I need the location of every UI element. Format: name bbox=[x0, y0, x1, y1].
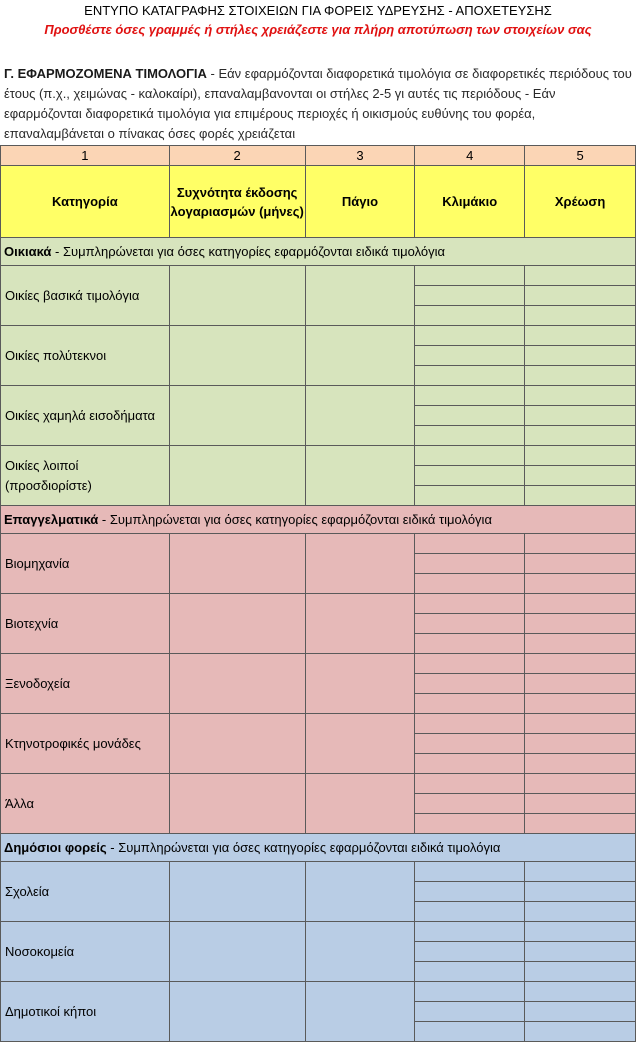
category-label: Οικίες πολύτεκνοι bbox=[1, 326, 170, 386]
charge-cell[interactable] bbox=[525, 306, 636, 326]
fixed-charge-cell[interactable] bbox=[305, 534, 415, 594]
section-description bbox=[4, 64, 632, 144]
charge-cell[interactable] bbox=[525, 426, 636, 446]
tier-cell[interactable] bbox=[415, 286, 525, 306]
charge-cell[interactable] bbox=[525, 634, 636, 654]
header-category: Κατηγορία bbox=[1, 166, 170, 238]
tier-cell[interactable] bbox=[415, 794, 525, 814]
category-label: Δημοτικοί κήποι bbox=[1, 982, 170, 1042]
tier-cell[interactable] bbox=[415, 754, 525, 774]
header-fixed-charge: Πάγιο bbox=[305, 166, 415, 238]
tier-cell[interactable] bbox=[415, 386, 525, 406]
category-row bbox=[1, 446, 636, 466]
billing-frequency-cell[interactable] bbox=[169, 982, 305, 1042]
commercial-category-rows bbox=[1, 534, 636, 834]
category-row bbox=[1, 774, 636, 794]
category-label: Οικίες βασικά τιμολόγια bbox=[1, 266, 170, 326]
tier-cell[interactable] bbox=[415, 634, 525, 654]
category-row bbox=[1, 654, 636, 674]
tier-cell[interactable] bbox=[415, 466, 525, 486]
charge-cell[interactable] bbox=[525, 902, 636, 922]
tier-cell[interactable] bbox=[415, 426, 525, 446]
tier-cell[interactable] bbox=[415, 366, 525, 386]
group-name: Οικιακά bbox=[4, 244, 52, 259]
tier-cell[interactable] bbox=[415, 346, 525, 366]
tier-cell[interactable] bbox=[415, 446, 525, 466]
category-row bbox=[1, 922, 636, 942]
column-number: 5 bbox=[525, 146, 636, 166]
charge-cell[interactable] bbox=[525, 754, 636, 774]
charge-cell[interactable] bbox=[525, 962, 636, 982]
billing-frequency-cell[interactable] bbox=[169, 386, 305, 446]
charge-cell[interactable] bbox=[525, 614, 636, 634]
charge-cell[interactable] bbox=[525, 486, 636, 506]
charge-cell[interactable] bbox=[525, 982, 636, 1002]
group-name: Επαγγελματικά bbox=[4, 512, 99, 527]
category-label: Νοσοκομεία bbox=[1, 922, 170, 982]
tier-cell[interactable] bbox=[415, 902, 525, 922]
category-row bbox=[1, 862, 636, 882]
column-number-row bbox=[1, 146, 636, 166]
charge-cell[interactable] bbox=[525, 714, 636, 734]
billing-frequency-cell[interactable] bbox=[169, 594, 305, 654]
charge-cell[interactable] bbox=[525, 794, 636, 814]
charge-cell[interactable] bbox=[525, 1002, 636, 1022]
group-header-cell bbox=[1, 506, 636, 534]
column-number: 2 bbox=[169, 146, 305, 166]
category-label: Οικίες λοιποί (προσδιορίστε) bbox=[1, 446, 170, 506]
billing-frequency-cell[interactable] bbox=[169, 266, 305, 326]
charge-cell[interactable] bbox=[525, 346, 636, 366]
tier-cell[interactable] bbox=[415, 674, 525, 694]
group-name: Δημόσιοι φορείς bbox=[4, 840, 107, 855]
fixed-charge-cell[interactable] bbox=[305, 714, 415, 774]
category-label: Κτηνοτροφικές μονάδες bbox=[1, 714, 170, 774]
charge-cell[interactable] bbox=[525, 862, 636, 882]
tier-cell[interactable] bbox=[415, 1002, 525, 1022]
category-row bbox=[1, 714, 636, 734]
group-header-cell bbox=[1, 834, 636, 862]
charge-cell[interactable] bbox=[525, 574, 636, 594]
group-note: - Συμπληρώνεται για όσες κατηγορίες εφαρμόζονται ειδικά τιμολόγια bbox=[106, 840, 501, 855]
tier-cell[interactable] bbox=[415, 654, 525, 674]
column-header-row bbox=[1, 166, 636, 238]
tier-cell[interactable] bbox=[415, 574, 525, 594]
billing-frequency-cell[interactable] bbox=[169, 654, 305, 714]
tier-cell[interactable] bbox=[415, 714, 525, 734]
tariff-table bbox=[0, 145, 636, 1042]
group-header-residential bbox=[1, 238, 636, 266]
billing-frequency-cell[interactable] bbox=[169, 774, 305, 834]
tier-cell[interactable] bbox=[415, 922, 525, 942]
tier-cell[interactable] bbox=[415, 814, 525, 834]
group-note: - Συμπληρώνεται για όσες κατηγορίες εφαρμόζονται ειδικά τιμολόγια bbox=[51, 244, 446, 259]
charge-cell[interactable] bbox=[525, 366, 636, 386]
charge-cell[interactable] bbox=[525, 554, 636, 574]
category-label: Ξενοδοχεία bbox=[1, 654, 170, 714]
fixed-charge-cell[interactable] bbox=[305, 982, 415, 1042]
billing-frequency-cell[interactable] bbox=[169, 326, 305, 386]
charge-cell[interactable] bbox=[525, 406, 636, 426]
tier-cell[interactable] bbox=[415, 486, 525, 506]
tier-cell[interactable] bbox=[415, 862, 525, 882]
tier-cell[interactable] bbox=[415, 554, 525, 574]
category-label: Βιομηχανία bbox=[1, 534, 170, 594]
fixed-charge-cell[interactable] bbox=[305, 654, 415, 714]
header-charge: Χρέωση bbox=[525, 166, 636, 238]
residential-category-rows bbox=[1, 266, 636, 506]
charge-cell[interactable] bbox=[525, 942, 636, 962]
category-label: Οικίες χαμηλά εισοδήματα bbox=[1, 386, 170, 446]
group-header-public bbox=[1, 834, 636, 862]
charge-cell[interactable] bbox=[525, 1022, 636, 1042]
charge-cell[interactable] bbox=[525, 466, 636, 486]
charge-cell[interactable] bbox=[525, 882, 636, 902]
header-tier: Κλιμάκιο bbox=[415, 166, 525, 238]
group-note: - Συμπληρώνεται για όσες κατηγορίες εφαρμόζονται ειδικά τιμολόγια bbox=[98, 512, 492, 527]
fixed-charge-cell[interactable] bbox=[305, 326, 415, 386]
tier-cell[interactable] bbox=[415, 962, 525, 982]
billing-frequency-cell[interactable] bbox=[169, 714, 305, 774]
category-label: Σχολεία bbox=[1, 862, 170, 922]
billing-frequency-cell[interactable] bbox=[169, 862, 305, 922]
charge-cell[interactable] bbox=[525, 446, 636, 466]
charge-cell[interactable] bbox=[525, 694, 636, 714]
fixed-charge-cell[interactable] bbox=[305, 266, 415, 326]
charge-cell[interactable] bbox=[525, 286, 636, 306]
header-billing-frequency: Συχνότητα έκδοσης λογαριασμών (μήνες) bbox=[169, 166, 305, 238]
tier-cell[interactable] bbox=[415, 326, 525, 346]
category-row bbox=[1, 534, 636, 554]
charge-cell[interactable] bbox=[525, 534, 636, 554]
tier-cell[interactable] bbox=[415, 594, 525, 614]
billing-frequency-cell[interactable] bbox=[169, 446, 305, 506]
charge-cell[interactable] bbox=[525, 922, 636, 942]
section-heading: Γ. ΕΦΑΡΜΟΖΟΜΕΝΑ ΤΙΜΟΛΟΓΙΑ bbox=[4, 66, 207, 81]
category-row bbox=[1, 266, 636, 286]
tier-cell[interactable] bbox=[415, 614, 525, 634]
category-row bbox=[1, 386, 636, 406]
category-row bbox=[1, 326, 636, 346]
charge-cell[interactable] bbox=[525, 654, 636, 674]
column-number: 3 bbox=[305, 146, 415, 166]
tier-cell[interactable] bbox=[415, 882, 525, 902]
charge-cell[interactable] bbox=[525, 386, 636, 406]
tier-cell[interactable] bbox=[415, 982, 525, 1002]
fixed-charge-cell[interactable] bbox=[305, 862, 415, 922]
form-title: ΕΝΤΥΠΟ ΚΑΤΑΓΡΑΦΗΣ ΣΤΟΙΧΕΙΩΝ ΓΙΑ ΦΟΡΕΙΣ ΥΔΡΕΥΣΗΣ - ΑΠΟΧΕΤΕΥΣΗΣ bbox=[84, 3, 552, 18]
charge-cell[interactable] bbox=[525, 594, 636, 614]
category-row bbox=[1, 594, 636, 614]
tier-cell[interactable] bbox=[415, 734, 525, 754]
fixed-charge-cell[interactable] bbox=[305, 922, 415, 982]
section-description-text: - Εάν εφαρμόζονται διαφορετικά τιμολόγια σε διαφορετικές περιόδους του έτους (π.χ., χειμώνας - καλοκαίρι), επαναλαμβανονται οι στήλες 2-5 γι αυτές τις περιόδους - Εάν εφαρμόζονται διαφορετικά τιμολόγια για επιμέρους περιοχές ή οικισμούς ευθύνης του φορέα, επαναλαμβάνεται ο πίνακας όσες φορές χρειάζεται bbox=[4, 66, 632, 141]
group-header-commercial bbox=[1, 506, 636, 534]
tier-cell[interactable] bbox=[415, 306, 525, 326]
tier-cell[interactable] bbox=[415, 534, 525, 554]
form-instructions: Προσθέστε όσες γραμμές ή στήλες χρειάζεστε για πλήρη αποτύπωση των στοιχείων σας bbox=[44, 22, 592, 37]
tier-cell[interactable] bbox=[415, 1022, 525, 1042]
tier-cell[interactable] bbox=[415, 774, 525, 794]
charge-cell[interactable] bbox=[525, 674, 636, 694]
charge-cell[interactable] bbox=[525, 326, 636, 346]
fixed-charge-cell[interactable] bbox=[305, 594, 415, 654]
tier-cell[interactable] bbox=[415, 266, 525, 286]
public-category-rows bbox=[1, 862, 636, 1042]
billing-frequency-cell[interactable] bbox=[169, 534, 305, 594]
fixed-charge-cell[interactable] bbox=[305, 386, 415, 446]
billing-frequency-cell[interactable] bbox=[169, 922, 305, 982]
column-number: 1 bbox=[1, 146, 170, 166]
fixed-charge-cell[interactable] bbox=[305, 446, 415, 506]
tier-cell[interactable] bbox=[415, 942, 525, 962]
group-header-cell bbox=[1, 238, 636, 266]
charge-cell[interactable] bbox=[525, 814, 636, 834]
column-number: 4 bbox=[415, 146, 525, 166]
category-row bbox=[1, 982, 636, 1002]
category-label: Βιοτεχνία bbox=[1, 594, 170, 654]
charge-cell[interactable] bbox=[525, 266, 636, 286]
tier-cell[interactable] bbox=[415, 406, 525, 426]
tier-cell[interactable] bbox=[415, 694, 525, 714]
fixed-charge-cell[interactable] bbox=[305, 774, 415, 834]
charge-cell[interactable] bbox=[525, 734, 636, 754]
category-label: Άλλα bbox=[1, 774, 170, 834]
charge-cell[interactable] bbox=[525, 774, 636, 794]
